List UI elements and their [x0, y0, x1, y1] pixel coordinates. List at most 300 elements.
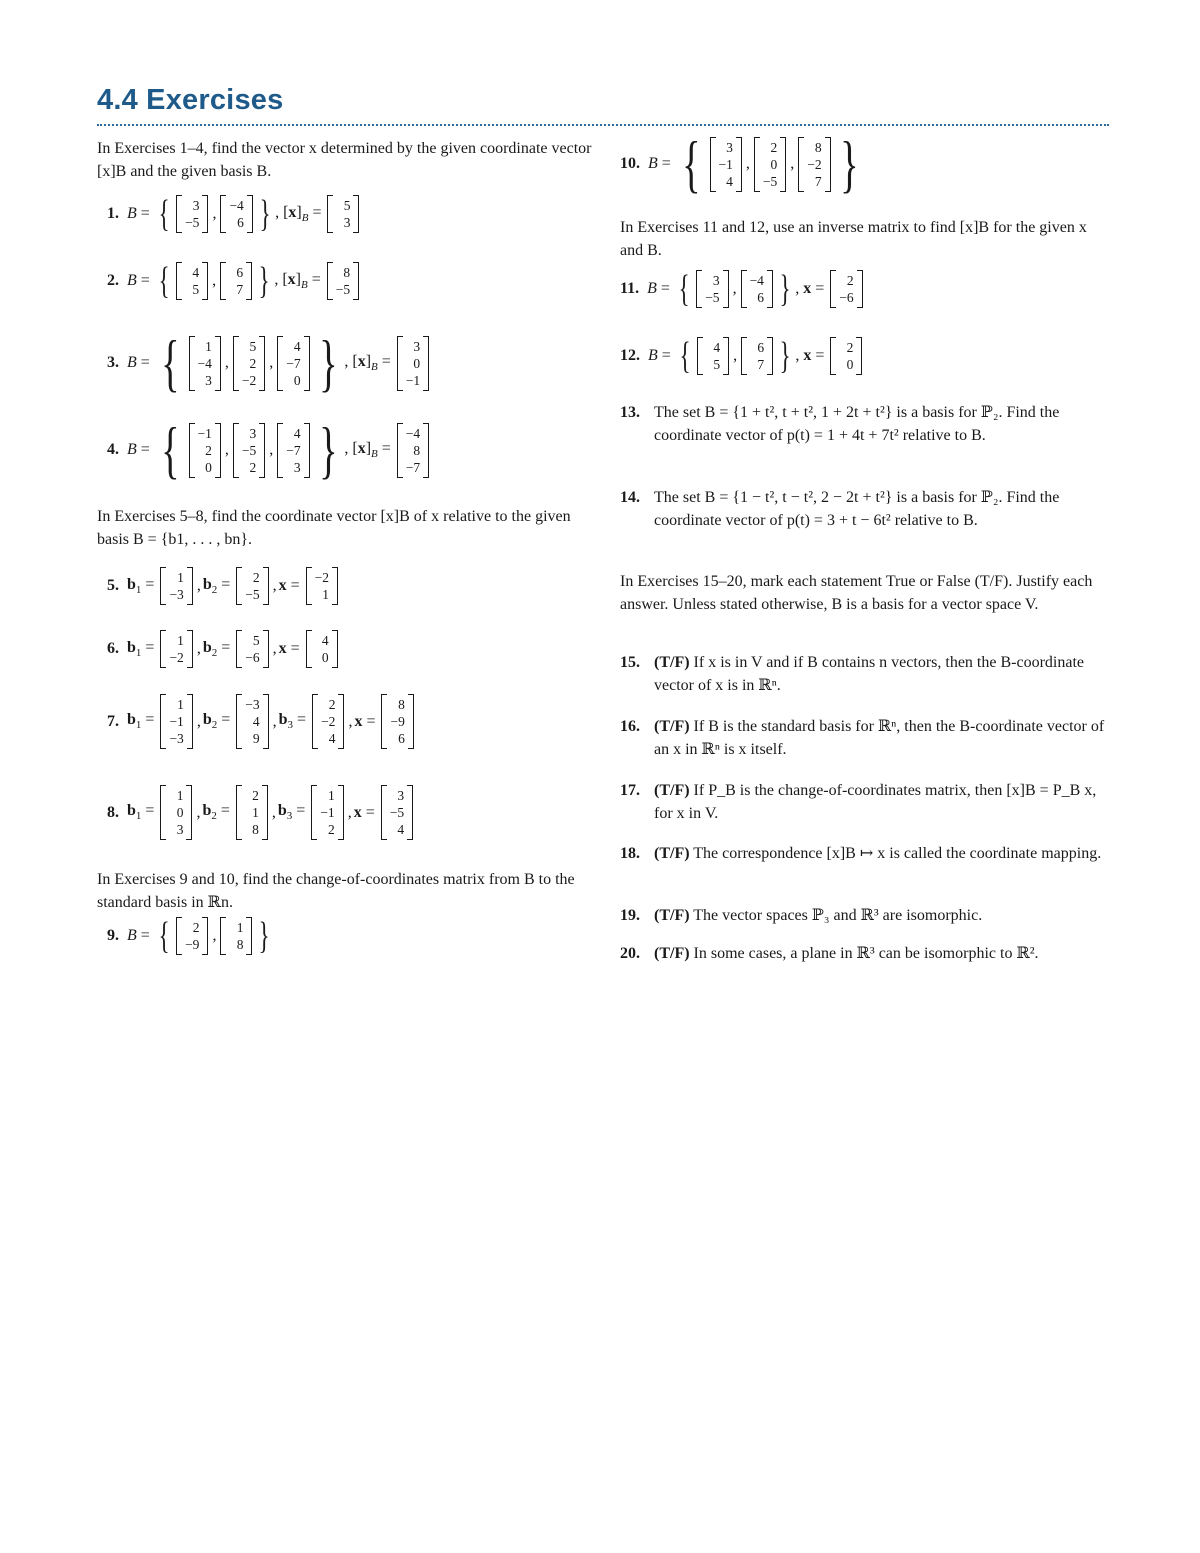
vector-entries: [182, 917, 202, 955]
x-vector: [381, 694, 413, 749]
vector-entries: [747, 270, 767, 308]
basis-vector-label: $b_1$ =: [127, 638, 159, 660]
coordinate-vector: [327, 262, 359, 300]
bracket-right: [263, 630, 269, 668]
set-brace-close: }: [259, 915, 271, 957]
tf-item-body: [654, 651, 1112, 697]
set-brace-open: {: [678, 268, 690, 310]
basis-vector-label: $b_1$ =: [127, 802, 159, 823]
vector-entry: 2: [252, 570, 260, 585]
vector-entry: 4: [321, 633, 329, 648]
intro-5-8-block: [97, 505, 592, 551]
set-brace-close: }: [779, 268, 791, 310]
bracket-right: [202, 262, 208, 300]
vector-entry: 0: [846, 357, 854, 372]
vector-entry: −5: [185, 215, 200, 230]
bracket-right: [407, 785, 413, 840]
vector-entry: 0: [770, 156, 778, 172]
exercise-7: [107, 694, 416, 749]
basis-vector-label: $b_3$ =: [278, 711, 311, 732]
vector-entry: −4: [197, 355, 212, 371]
vector-entry: 1: [236, 920, 244, 935]
basis-vector-label: $b_3$ =: [277, 802, 310, 823]
vector-entries: [239, 423, 259, 478]
coordinate-vector-label: , $[x]_B$ =: [274, 270, 325, 292]
basis-label: B =: [127, 354, 154, 371]
vector-entry: −2: [241, 372, 257, 388]
vector-entry: 1: [252, 805, 259, 820]
vector-entry: −2: [169, 650, 184, 665]
exercise-5: [107, 567, 340, 605]
title-divider: [97, 124, 1109, 126]
basis-vector-b2: [233, 336, 265, 391]
tf-item: [620, 715, 1112, 761]
vector-entry: 0: [293, 372, 301, 388]
exercise-number: 1.: [107, 205, 119, 222]
bracket-right: [259, 423, 265, 478]
x-label: x =: [354, 712, 380, 730]
basis-vector-label: $b_2$ =: [202, 575, 235, 597]
vector-entry: 4: [293, 425, 301, 441]
tf-tag: (T/F): [654, 782, 690, 799]
vector-entry: −9: [185, 937, 200, 952]
coordinate-vector-label: , $[x]_B$ =: [344, 439, 395, 461]
tf-statement: In some cases, a plane in ℝ³ can be isomorphic to ℝ².: [689, 945, 1039, 962]
vector-entry: −7: [286, 355, 301, 371]
vector-entries: [182, 195, 202, 233]
bracket-right: [338, 785, 344, 840]
vector-entry: 3: [249, 425, 257, 441]
vector-entry: −5: [389, 805, 405, 820]
vector-entry: −2: [314, 570, 330, 585]
vector-entry: 7: [757, 357, 765, 372]
exercise-14-text: The set B = {1 − t², t − t², 2 − 2t + t²} is a basis for ℙ₂. Find the coordinate vector of p(t) = 3 + t − 6t² relative to B.: [654, 489, 1060, 529]
vector-entry: 7: [814, 173, 822, 189]
vector-entry: 8: [413, 442, 421, 458]
bracket-right: [423, 336, 429, 391]
vector-entries: [836, 270, 856, 308]
comma: ,: [224, 354, 229, 371]
basis-vector-b2: [233, 423, 265, 478]
bracket-right: [187, 567, 193, 605]
basis-vector-b3: [798, 137, 830, 192]
comma: ,: [733, 347, 738, 364]
bracket-right: [723, 337, 729, 375]
basis-vector-label: $b_2$ =: [202, 802, 234, 823]
basis-label: B =: [127, 441, 154, 458]
intro-15-20-block: [620, 570, 1112, 616]
exercise-4: [107, 414, 431, 485]
vector-entry: 3: [712, 273, 720, 288]
basis-vector-b3: [277, 336, 309, 391]
vector-entry: 4: [192, 265, 200, 280]
vector-entry: 4: [328, 731, 336, 746]
vector-entries: [747, 337, 767, 375]
tf-item-body: [654, 715, 1112, 761]
comma: ,: [272, 577, 277, 594]
tf-item-number: 16.: [620, 718, 640, 735]
vector-entry: 2: [249, 355, 257, 371]
vector-entry: 8: [343, 265, 351, 280]
basis-vector-b1: [160, 567, 192, 605]
vector-entries: [312, 630, 332, 668]
basis-label: B =: [127, 927, 154, 944]
basis-label: B =: [648, 347, 675, 364]
vector-entry: 5: [343, 198, 351, 213]
vector-entry: −1: [320, 805, 335, 820]
vector-entry: −1: [169, 714, 184, 729]
bracket-right: [186, 785, 192, 840]
vector-entry: −5: [705, 290, 720, 305]
vector-entries: [195, 423, 215, 478]
vector-entry: −2: [807, 156, 822, 172]
basis-vector-b2: [741, 270, 773, 308]
intro-15-20: In Exercises 15–20, mark each statement True or False (T/F). Justify each answer. Unless stated otherwise, B is a basis for a vector space V.: [620, 573, 1093, 613]
vector-entry: 6: [237, 215, 244, 230]
vector-entries: [703, 337, 723, 375]
exercise-number: 4.: [107, 441, 119, 458]
vector-entry: 4: [726, 173, 733, 189]
tf-tag: (T/F): [654, 718, 690, 735]
vector-entry: 1: [177, 633, 184, 648]
vector-entries: [702, 270, 722, 308]
vector-entry: −2: [321, 714, 336, 729]
set-brace-open: {: [158, 260, 170, 302]
comma: ,: [272, 712, 277, 730]
vector-entry: 3: [413, 338, 421, 354]
x-label: x =: [353, 803, 379, 821]
comma: ,: [196, 803, 201, 821]
basis-label: B =: [127, 272, 154, 289]
tf-item-body: [654, 779, 1112, 825]
vector-entry: 3: [205, 372, 212, 388]
vector-entry: −7: [286, 442, 301, 458]
vector-entry: 4: [713, 340, 721, 355]
vector-entries: [242, 567, 262, 605]
basis-vector-b1: [176, 195, 208, 233]
vector-entry: −5: [241, 442, 257, 458]
basis-vector-label: $b_1$ =: [127, 575, 159, 597]
vector-entry: 8: [236, 937, 244, 952]
vector-entry: 2: [327, 822, 335, 837]
comma: ,: [347, 803, 352, 821]
bracket-right: [246, 262, 252, 300]
set-brace-close: }: [779, 335, 791, 377]
basis-vector-b2: [236, 630, 268, 668]
intro-11-12-block: [620, 216, 1112, 262]
basis-vector-b2: [754, 137, 786, 192]
set-brace-open: {: [158, 915, 170, 957]
tf-item-number: 18.: [620, 845, 640, 862]
vector-entry: 3: [293, 459, 301, 475]
set-brace-close: }: [258, 260, 270, 302]
x-label: , x =: [795, 280, 829, 297]
vector-entry: 2: [249, 459, 257, 475]
x-label: x =: [278, 577, 304, 594]
comma: ,: [196, 712, 201, 730]
exercise-12: [620, 337, 864, 375]
bracket-right: [202, 195, 208, 233]
tf-item-number: 17.: [620, 782, 640, 799]
x-vector: [381, 785, 413, 840]
basis-vector-label: $b_2$ =: [202, 711, 235, 732]
vector-entry: 3: [192, 198, 200, 213]
comma: ,: [269, 354, 274, 371]
vector-entries: [242, 694, 262, 749]
coordinate-vector: [397, 336, 429, 391]
bracket-right: [353, 262, 359, 300]
basis-vector-b1: [160, 630, 192, 668]
vector-entry: −5: [762, 173, 778, 189]
vector-entry: −6: [839, 290, 854, 305]
tf-item-number: 19.: [620, 907, 640, 924]
set-brace-close: }: [318, 327, 338, 398]
basis-vector-label: $b_1$ =: [127, 711, 159, 732]
basis-vector-b1: [160, 694, 192, 749]
left-column: [97, 137, 592, 183]
tf-item: [620, 651, 1112, 697]
bracket-right: [246, 917, 252, 955]
intro-9-10-block: [97, 868, 592, 914]
vector-entry: −3: [169, 731, 184, 746]
comma: ,: [732, 280, 737, 297]
basis-vector-b3: [277, 423, 309, 478]
vector-entries: [804, 137, 824, 192]
vector-entries: [226, 917, 246, 955]
comma: ,: [212, 272, 217, 289]
basis-vector-b1: [176, 917, 208, 955]
x-vector: [306, 630, 338, 668]
intro-1-4: In Exercises 1–4, find the vector x determined by the given coordinate vector [x]B and the given basis B.: [97, 140, 592, 180]
vector-entry: 5: [713, 357, 721, 372]
vector-entry: 6: [398, 731, 405, 746]
vector-entries: [312, 567, 332, 605]
vector-entry: 2: [328, 697, 336, 712]
vector-entry: 0: [321, 650, 329, 665]
tf-item: [620, 904, 1112, 927]
basis-label: B =: [648, 155, 675, 172]
vector-entry: 1: [327, 788, 335, 803]
x-vector: [306, 567, 338, 605]
comma: ,: [271, 803, 276, 821]
tf-tag: (T/F): [654, 945, 690, 962]
tf-item: [620, 842, 1112, 865]
vector-entries: [182, 262, 202, 300]
vector-entries: [317, 785, 337, 840]
vector-entry: −1: [405, 372, 421, 388]
bracket-right: [767, 270, 773, 308]
basis-vector-b1: [710, 137, 742, 192]
vector-entry: −1: [197, 425, 212, 441]
vector-entries: [333, 195, 353, 233]
basis-vector-b1: [160, 785, 192, 840]
vector-entries: [166, 567, 186, 605]
set-brace-open: {: [158, 193, 170, 235]
basis-vector-b2: [220, 195, 252, 233]
set-brace-open: {: [681, 128, 701, 199]
vector-entry: −4: [749, 273, 764, 288]
bracket-right: [202, 917, 208, 955]
vector-entries: [166, 785, 186, 840]
comma: ,: [348, 712, 353, 730]
comma: ,: [272, 640, 277, 657]
basis-vector-b1: [189, 336, 221, 391]
bracket-right: [767, 337, 773, 375]
bracket-right: [263, 567, 269, 605]
vector-entry: −3: [245, 697, 260, 712]
bracket-right: [304, 336, 310, 391]
vector-entries: [283, 423, 303, 478]
tf-tag: (T/F): [654, 845, 690, 862]
comma: ,: [745, 155, 750, 172]
set-brace-close: }: [839, 128, 859, 199]
section-title: 4.4 Exercises: [97, 84, 284, 116]
intro-11-12: In Exercises 11 and 12, use an inverse matrix to find [x]B for the given x and B.: [620, 219, 1087, 259]
exercise-number: 9.: [107, 927, 119, 944]
exercise-number: 6.: [107, 640, 119, 657]
bracket-right: [723, 270, 729, 308]
bracket-right: [338, 694, 344, 749]
vector-entry: 0: [176, 805, 184, 820]
vector-entry: 8: [398, 697, 405, 712]
exercise-13-text: The set B = {1 + t², t + t², 1 + 2t + t²} is a basis for ℙ₂. Find the coordinate vector of p(t) = 1 + 4t + 7t² relative to B.: [654, 404, 1060, 444]
basis-label: B =: [127, 205, 154, 222]
vector-entry: 6: [236, 265, 244, 280]
vector-entry: 8: [814, 139, 822, 155]
bracket-right: [187, 630, 193, 668]
exercise-number: 7.: [107, 712, 119, 730]
set-brace-open: {: [160, 327, 180, 398]
bracket-right: [262, 785, 268, 840]
bracket-right: [304, 423, 310, 478]
tf-item-body: [654, 842, 1101, 865]
vector-entry: 2: [770, 139, 778, 155]
tf-tag: (T/F): [654, 907, 690, 924]
x-label: x =: [278, 640, 304, 657]
exercise-1: [107, 195, 361, 233]
exercise-number: 11.: [620, 280, 640, 297]
exercise-14: [620, 486, 1112, 532]
basis-vector-b2: [741, 337, 773, 375]
coordinate-vector-label: , $[x]_B$ =: [344, 352, 395, 374]
exercise-8: [107, 785, 415, 840]
vector-entry: 2: [205, 442, 212, 458]
bracket-right: [736, 137, 742, 192]
coordinate-vector-label: , $[x]_B$ =: [275, 203, 326, 225]
vector-entries: [166, 630, 186, 668]
basis-vector-b1: [189, 423, 221, 478]
exercise-3: [107, 327, 431, 398]
intro-9-10: In Exercises 9 and 10, find the change-of-coordinates matrix from B to the standard basis in ℝn.: [97, 871, 575, 911]
vector-entry: 2: [192, 920, 200, 935]
exercise-10: [620, 128, 865, 199]
tf-item: [620, 942, 1112, 965]
vector-entry: 5: [192, 282, 200, 297]
vector-entries: [716, 137, 736, 192]
vector-entry: 6: [757, 290, 764, 305]
vector-entries: [387, 785, 407, 840]
vector-entries: [166, 694, 186, 749]
exercise-number: 12.: [620, 347, 640, 364]
vector-entry: 1: [322, 587, 330, 602]
basis-label: B =: [647, 280, 674, 297]
comma: ,: [196, 640, 201, 657]
comma: ,: [790, 155, 795, 172]
exercise-number: 10.: [620, 155, 640, 172]
tf-item-body: [654, 904, 982, 927]
bracket-right: [187, 694, 193, 749]
bracket-right: [247, 195, 253, 233]
exercise-13: [620, 401, 1112, 447]
set-brace-open: {: [679, 335, 691, 377]
vector-entries: [403, 423, 423, 478]
bracket-right: [353, 195, 359, 233]
tf-statement: The vector spaces ℙ₃ and ℝ³ are isomorphic.: [689, 907, 983, 924]
vector-entry: −1: [718, 156, 733, 172]
bracket-right: [259, 336, 265, 391]
exercise-number: 3.: [107, 354, 119, 371]
exercise-number: 5.: [107, 577, 119, 594]
tf-tag: (T/F): [654, 654, 690, 671]
bracket-right: [856, 337, 862, 375]
basis-vector-b1: [176, 262, 208, 300]
vector-entries: [403, 336, 423, 391]
tf-item: [620, 779, 1112, 825]
basis-vector-b1: [696, 270, 728, 308]
tf-statement: The correspondence [x]B ↦ x is called the coordinate mapping.: [689, 845, 1102, 862]
tf-statement: If B is the standard basis for ℝⁿ, then the B-coordinate vector of an x in ℝⁿ is x itself.: [654, 718, 1105, 758]
x-label: , x =: [795, 347, 829, 364]
tf-statement: If P_B is the change-of-coordinates matrix, then [x]B = P_B x, for x in V.: [654, 782, 1097, 822]
exercise-number: 8.: [107, 803, 119, 821]
basis-vector-b1: [697, 337, 729, 375]
tf-item-body: [654, 942, 1039, 965]
vector-entry: 5: [252, 633, 260, 648]
comma: ,: [212, 927, 217, 944]
vector-entry: 9: [252, 731, 260, 746]
bracket-right: [780, 137, 786, 192]
vector-entries: [760, 137, 780, 192]
vector-entry: 3: [726, 139, 733, 155]
vector-entry: 7: [236, 282, 244, 297]
basis-vector-b3: [312, 694, 344, 749]
vector-entry: 2: [846, 273, 854, 288]
comma: ,: [196, 577, 201, 594]
bracket-right: [423, 423, 429, 478]
bracket-right: [825, 137, 831, 192]
vector-entries: [239, 336, 259, 391]
basis-vector-b2: [236, 694, 268, 749]
vector-entries: [195, 336, 215, 391]
vector-entry: 3: [176, 822, 184, 837]
tf-item-number: 20.: [620, 945, 640, 962]
vector-entry: 1: [205, 338, 212, 354]
vector-entries: [242, 785, 262, 840]
coordinate-vector: [397, 423, 429, 478]
bracket-right: [332, 630, 338, 668]
comma: ,: [212, 205, 217, 222]
vector-entry: 5: [249, 338, 257, 354]
exercise-2: [107, 262, 361, 300]
set-brace-close: }: [259, 193, 271, 235]
vector-entry: 4: [397, 822, 405, 837]
exercise-9: [107, 917, 275, 955]
vector-entries: [283, 336, 303, 391]
x-vector: [830, 337, 862, 375]
vector-entries: [226, 195, 246, 233]
exercise-11: [620, 270, 865, 308]
bracket-right: [263, 694, 269, 749]
